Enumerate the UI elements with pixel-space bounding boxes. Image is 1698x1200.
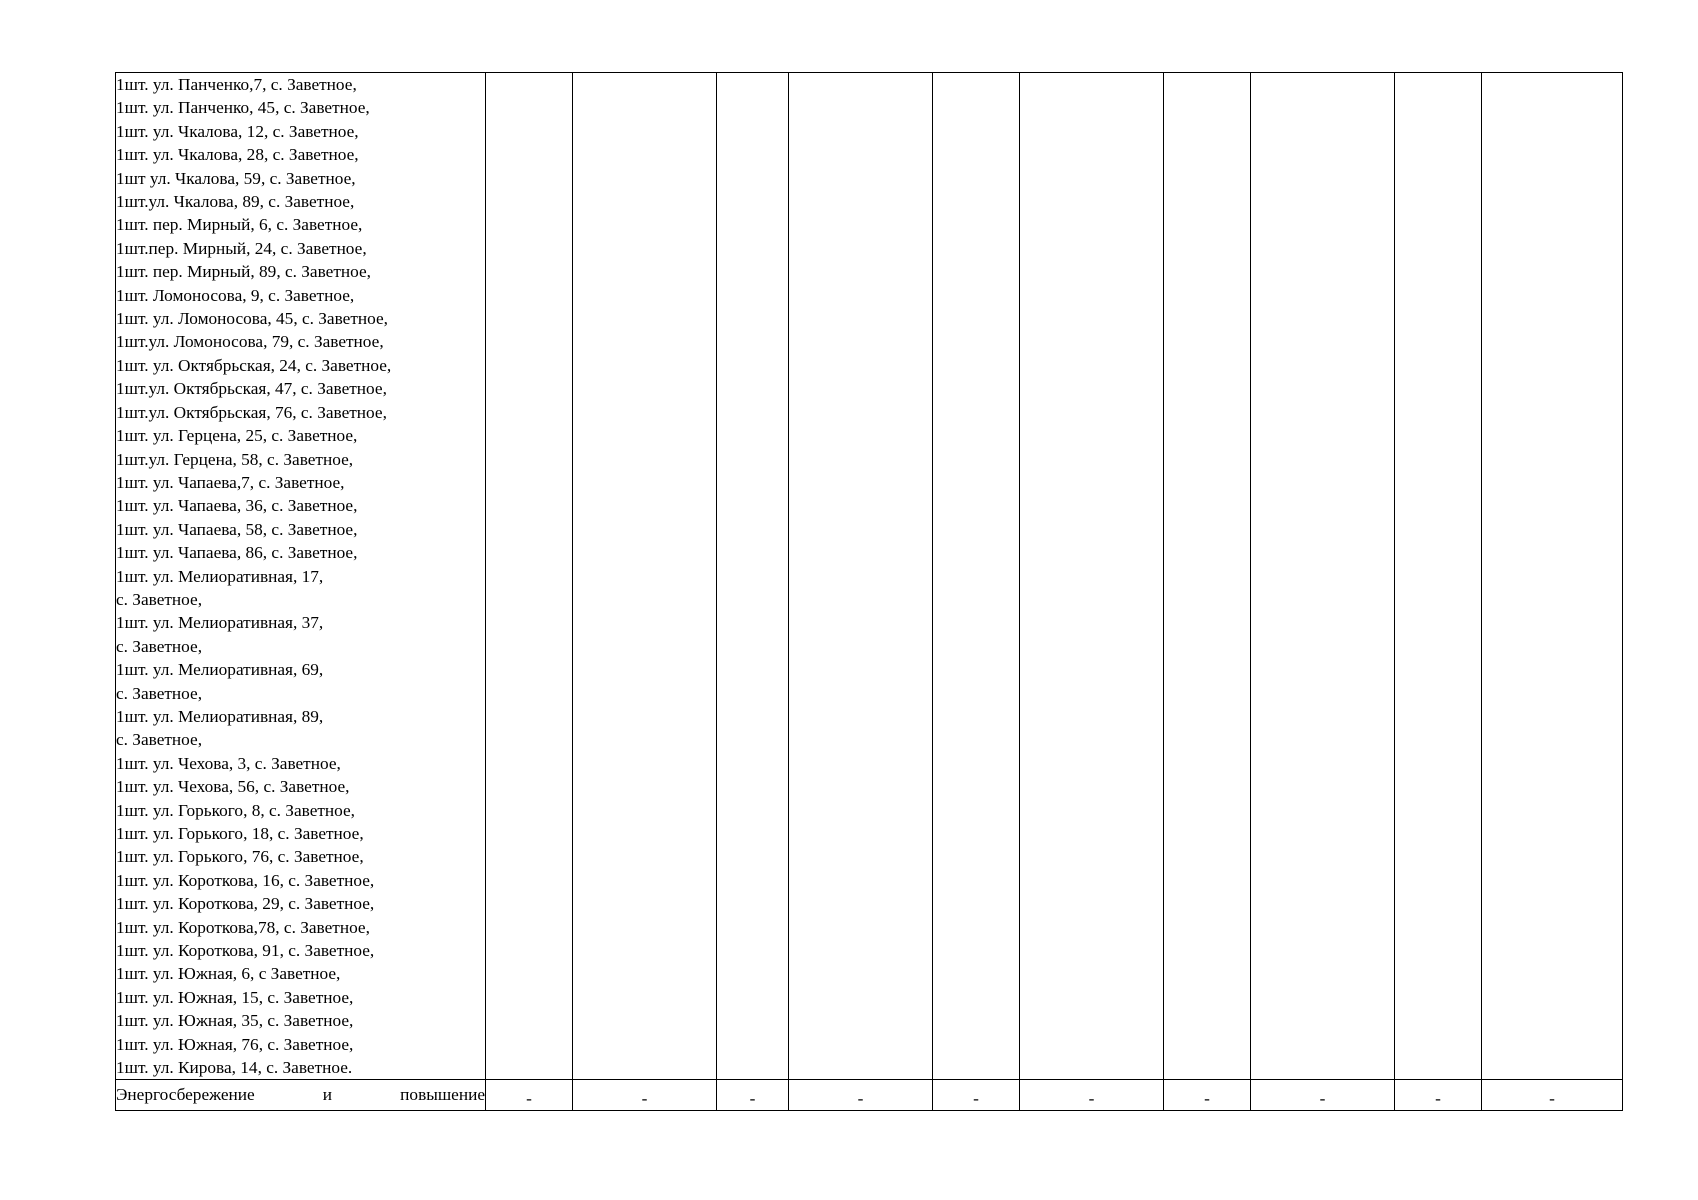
address-line: 1шт. пер. Мирный, 89, с. Заветное, (116, 262, 371, 282)
address-line: 1шт. ул. Чкалова, 12, с. Заветное, (116, 121, 359, 141)
empty-cell (1395, 73, 1482, 1080)
dash-value: - (973, 1089, 979, 1109)
address-line: 1шт. ул. Мелиоративная, 89, (116, 706, 324, 726)
empty-cell (717, 73, 789, 1080)
dash-value: - (1204, 1089, 1210, 1109)
dash-value: - (1435, 1089, 1441, 1109)
address-line: 1шт. пер. Мирный, 6, с. Заветное, (116, 215, 363, 235)
empty-cell (1164, 73, 1251, 1080)
address-line: 1шт.ул. Чкалова, 89, с. Заветное, (116, 192, 355, 212)
address-line: 1шт. ул. Короткова, 91, с. Заветное, (116, 941, 375, 961)
address-line: 1шт. ул. Южная, 76, с. Заветное, (116, 1034, 354, 1054)
address-line: с. Заветное, (116, 636, 203, 656)
value-cell (573, 1080, 717, 1111)
dash-value: - (526, 1089, 532, 1109)
empty-cell (1020, 73, 1164, 1080)
value-cell (1395, 1080, 1482, 1111)
dash-value: - (641, 1089, 648, 1109)
address-line: 1шт. ул. Южная, 6, с Заветное, (116, 964, 341, 984)
address-line: 1шт. ул. Ломоносова, 45, с. Заветное, (116, 309, 388, 329)
address-line: 1шт. ул. Панченко, 45, с. Заветное, (116, 98, 370, 118)
address-line: 1шт. Ломоносова, 9, с. Заветное, (116, 285, 355, 305)
address-line: 1шт. ул. Чапаева, 86, с. Заветное, (116, 543, 358, 563)
address-line: с. Заветное, (116, 730, 203, 750)
address-line: 1шт. ул. Горького, 76, с. Заветное, (116, 847, 364, 867)
address-line: с. Заветное, (116, 683, 203, 703)
address-line: 1шт. ул. Чехова, 56, с. Заветное, (116, 777, 350, 797)
value-cell (1020, 1080, 1164, 1111)
address-line: 1шт. ул. Чкалова, 28, с. Заветное, (116, 145, 359, 165)
empty-cell (1482, 73, 1623, 1080)
address-line: 1шт. ул. Кирова, 14, с. Заветное. (116, 1058, 353, 1078)
address-line: 1шт. ул. Октябрьская, 24, с. Заветное, (116, 355, 392, 375)
value-cell (486, 1080, 573, 1111)
address-row (116, 73, 1623, 1080)
address-line: 1шт.ул. Герцена, 58, с. Заветное, (116, 449, 354, 469)
empty-cell (486, 73, 573, 1080)
dash-value: - (857, 1089, 864, 1109)
address-line: 1шт.ул. Ломоносова, 79, с. Заветное, (116, 332, 384, 352)
energy-saving-row (116, 1080, 1623, 1111)
address-line: 1шт ул. Чкалова, 59, с. Заветное, (116, 168, 356, 188)
address-line: 1шт. ул. Горького, 8, с. Заветное, (116, 800, 356, 820)
address-line: 1шт. ул. Герцена, 25, с. Заветное, (116, 426, 358, 446)
address-line: 1шт. ул. Чапаева,7, с. Заветное, (116, 472, 345, 492)
value-cell (717, 1080, 789, 1111)
address-line: 1шт. ул. Мелиоративная, 69, (116, 660, 324, 680)
address-list-cell (116, 73, 486, 1080)
address-line: 1шт. ул. Мелиоративная, 37, (116, 613, 324, 633)
dash-value: - (749, 1089, 756, 1109)
value-cell (1164, 1080, 1251, 1111)
value-cell (933, 1080, 1020, 1111)
address-line: 1шт. ул. Южная, 35, с. Заветное, (116, 1011, 354, 1031)
address-line: 1шт. ул. Чехова, 3, с. Заветное, (116, 753, 341, 773)
address-line: 1шт. ул. Горького, 18, с. Заветное, (116, 824, 364, 843)
program-table (115, 72, 1623, 1111)
dash-value: - (1319, 1089, 1326, 1109)
address-line: 1шт. ул. Короткова, 29, с. Заветное, (116, 894, 375, 914)
address-line: 1шт. ул. Чапаева, 58, с. Заветное, (116, 519, 358, 539)
empty-cell (933, 73, 1020, 1080)
empty-cell (1251, 73, 1395, 1080)
address-line: 1шт.ул. Октябрьская, 76, с. Заветное, (116, 402, 387, 422)
address-line: 1шт. ул. Короткова, 16, с. Заветное, (116, 870, 375, 890)
empty-cell (573, 73, 717, 1080)
address-line: 1шт. ул. Чапаева, 36, с. Заветное, (116, 496, 358, 516)
address-line: 1шт. ул. Южная, 15, с. Заветное, (116, 987, 354, 1007)
value-cell (789, 1080, 933, 1111)
address-line: 1шт. ул. Панченко,7, с. Заветное, (116, 75, 357, 94)
address-line: 1шт.ул. Октябрьская, 47, с. Заветное, (116, 379, 387, 399)
address-line: с. Заветное, (116, 589, 203, 609)
address-line: 1шт. ул. Мелиоративная, 17, (116, 566, 324, 586)
address-line: 1шт.пер. Мирный, 24, с. Заветное, (116, 238, 367, 258)
empty-cell (789, 73, 933, 1080)
value-cell (1251, 1080, 1395, 1111)
row-title: Энергосбережение и повышение (116, 1080, 486, 1111)
address-line: 1шт. ул. Короткова,78, с. Заветное, (116, 917, 370, 937)
dash-value: - (1088, 1089, 1095, 1109)
value-cell (1482, 1080, 1623, 1111)
dash-value: - (1549, 1089, 1555, 1109)
